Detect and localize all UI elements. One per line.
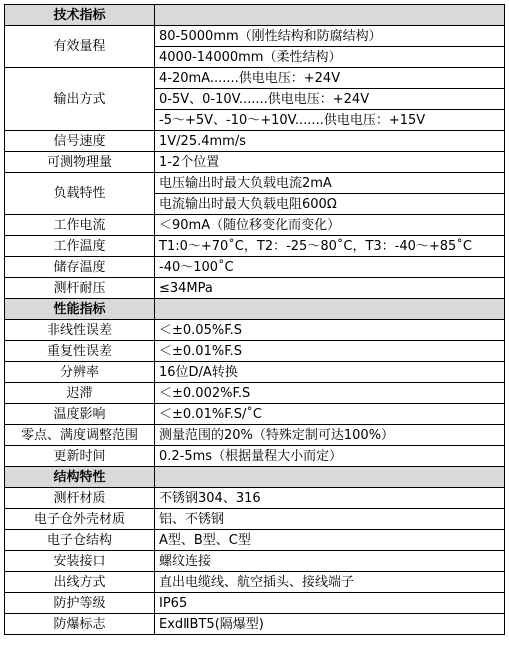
table-row-housing [5, 509, 505, 530]
spec-table [4, 4, 505, 635]
label-current: 工作电流 [5, 215, 155, 236]
section-title-tech: 技术指标 [5, 5, 155, 26]
label-repeat: 重复性误差 [5, 341, 155, 362]
label-protection: 防护等级 [5, 593, 155, 614]
label-update: 更新时间 [5, 446, 155, 467]
label-load: 负载特性 [5, 173, 155, 215]
value-op-temp: T1:0～+70˚C，T2：-25～80˚C，T3：-40～+85˚C [155, 236, 505, 257]
table-row-hysteresis [5, 383, 505, 404]
value-storage-temp: -40～100˚C [155, 257, 505, 278]
value-protection: IP65 [155, 593, 505, 614]
section-row-perf [5, 299, 505, 320]
label-storage-temp: 储存温度 [5, 257, 155, 278]
value-update: 0.2-5ms（根据量程大小而定） [155, 446, 505, 467]
value-load-2: 电流输出时最大负载电阻600Ω [155, 194, 505, 215]
value-pressure: ≤34MPa [155, 278, 505, 299]
table-row-measurable [5, 152, 505, 173]
label-output: 输出方式 [5, 68, 155, 131]
label-measurable: 可测物理量 [5, 152, 155, 173]
label-mount: 安装接口 [5, 551, 155, 572]
label-nonlinear: 非线性误差 [5, 320, 155, 341]
value-zero-adjust: 测量范围的20%（特殊定制可达100%） [155, 425, 505, 446]
table-row-load [5, 173, 505, 194]
value-range-2: 4000-14000mm（柔性结构） [155, 47, 505, 68]
value-range-1: 80-5000mm（刚性结构和防腐结构） [155, 26, 505, 47]
value-load-1: 电压输出时最大负载电流2mA [155, 173, 505, 194]
table-row-pressure [5, 278, 505, 299]
section-fill-struct [155, 467, 505, 488]
section-row-tech [5, 5, 505, 26]
label-resolution: 分辨率 [5, 362, 155, 383]
label-hysteresis: 迟滞 [5, 383, 155, 404]
label-housing: 电子仓外壳材质 [5, 509, 155, 530]
table-row-output [5, 68, 505, 89]
table-row-speed [5, 131, 505, 152]
table-row-range [5, 26, 505, 47]
value-temp-effect: ＜±0.01%F.S/˚C [155, 404, 505, 425]
value-mount: 螺纹连接 [155, 551, 505, 572]
table-row-temp-effect [5, 404, 505, 425]
value-chamber: A型、B型、C型 [155, 530, 505, 551]
table-row-resolution [5, 362, 505, 383]
table-row-outlet [5, 572, 505, 593]
label-temp-effect: 温度影响 [5, 404, 155, 425]
label-explosion: 防爆标志 [5, 614, 155, 635]
value-speed: 1V/25.4mm/s [155, 131, 505, 152]
label-pressure: 测杆耐压 [5, 278, 155, 299]
table-row-nonlinear [5, 320, 505, 341]
table-row-update [5, 446, 505, 467]
value-repeat: ＜±0.01%F.S [155, 341, 505, 362]
value-output-2: 0-5V、0-10V.......供电电压：+24V [155, 89, 505, 110]
value-explosion: ExdⅡBT5(隔爆型) [155, 614, 505, 635]
value-hysteresis: ＜±0.002%F.S [155, 383, 505, 404]
label-range: 有效量程 [5, 26, 155, 68]
table-row-chamber [5, 530, 505, 551]
label-zero-adjust: 零点、满度调整范围 [5, 425, 155, 446]
value-output-1: 4-20mA.......供电电压：+24V [155, 68, 505, 89]
value-rod-material: 不锈钢304、316 [155, 488, 505, 509]
table-row-repeat [5, 341, 505, 362]
value-output-3: -5～+5V、-10～+10V.......供电电压：+15V [155, 110, 505, 131]
table-row-current [5, 215, 505, 236]
value-resolution: 16位D/A转换 [155, 362, 505, 383]
table-row-mount [5, 551, 505, 572]
table-row-op-temp [5, 236, 505, 257]
value-measurable: 1-2个位置 [155, 152, 505, 173]
section-fill-tech [155, 5, 505, 26]
table-row-zero-adjust [5, 425, 505, 446]
table-row-rod-material [5, 488, 505, 509]
label-outlet: 出线方式 [5, 572, 155, 593]
value-outlet: 直出电缆线、航空插头、接线端子 [155, 572, 505, 593]
section-fill-perf [155, 299, 505, 320]
label-speed: 信号速度 [5, 131, 155, 152]
label-chamber: 电子仓结构 [5, 530, 155, 551]
section-title-struct: 结构特性 [5, 467, 155, 488]
table-row-storage-temp [5, 257, 505, 278]
label-op-temp: 工作温度 [5, 236, 155, 257]
value-current: ＜90mA（随位移变化而变化） [155, 215, 505, 236]
table-row-explosion [5, 614, 505, 635]
table-row-protection [5, 593, 505, 614]
section-row-struct [5, 467, 505, 488]
value-housing: 铝、不锈钢 [155, 509, 505, 530]
label-rod-material: 测杆材质 [5, 488, 155, 509]
section-title-perf: 性能指标 [5, 299, 155, 320]
value-nonlinear: ＜±0.05%F.S [155, 320, 505, 341]
